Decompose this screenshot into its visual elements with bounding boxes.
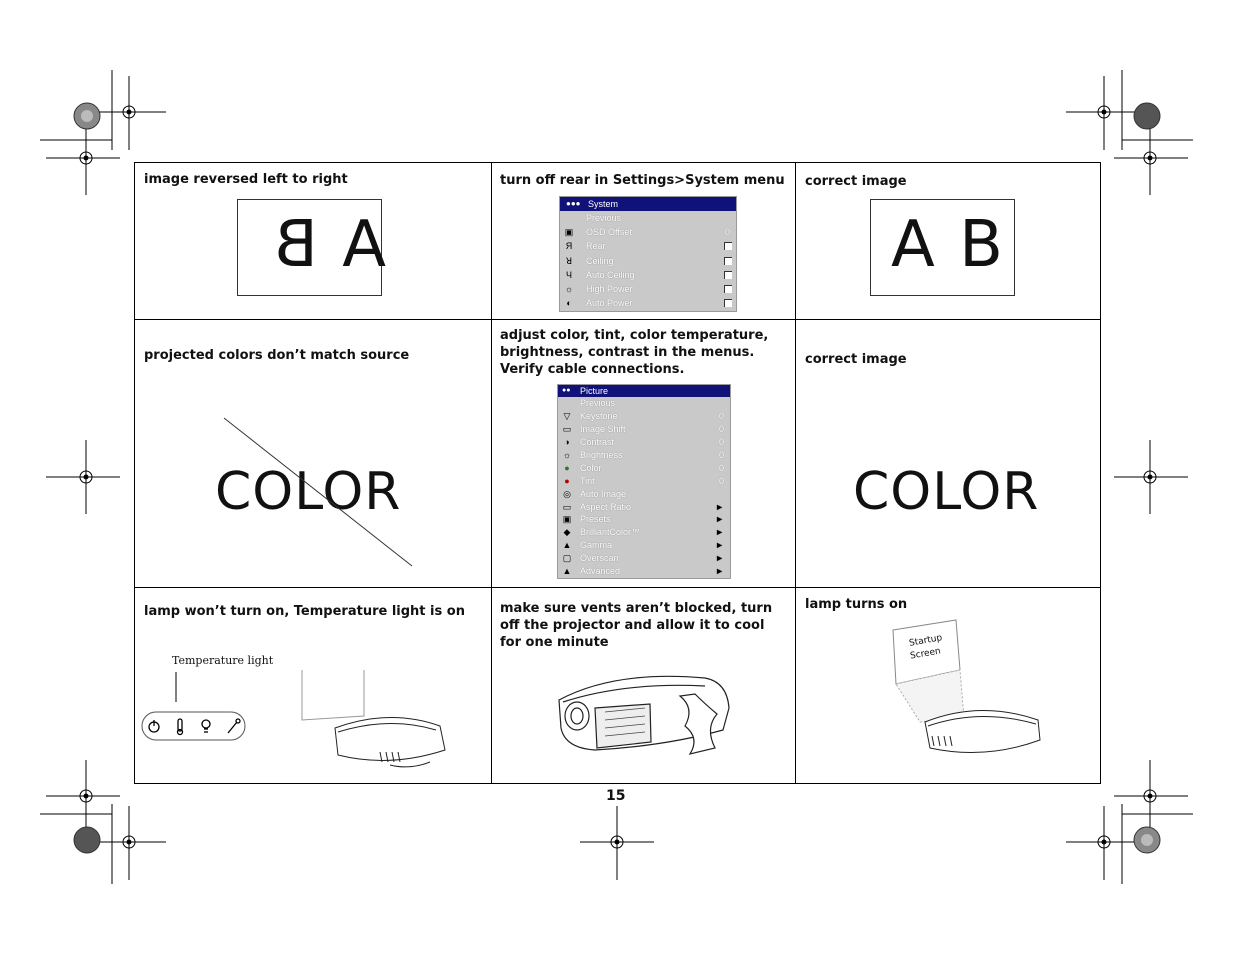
picture-menu-item bbox=[558, 488, 730, 501]
picture-menu-item-label: Presets bbox=[580, 514, 611, 525]
auto-ceiling-icon: Ч bbox=[566, 269, 572, 280]
picture-menu-item bbox=[558, 513, 730, 526]
high-power-icon: ☼ bbox=[564, 283, 574, 294]
checkbox bbox=[724, 285, 732, 293]
temperature-light-label: Temperature light bbox=[172, 654, 274, 667]
picture-menu-item-value: 0 bbox=[718, 475, 724, 486]
solution-text: adjust color, tint, color temperature, brightness, contrast in the menus. Verify cable connections. bbox=[500, 328, 769, 377]
picture-menu-item-value: 0 bbox=[718, 423, 724, 434]
reversed-image-frame bbox=[237, 199, 387, 296]
picture-menu-item bbox=[558, 436, 730, 449]
advanced-icon: ▲ bbox=[562, 566, 572, 577]
osd-offset-icon: ▣ bbox=[564, 227, 574, 238]
rear-icon: Я bbox=[565, 241, 573, 252]
picture-menu-item-label: Gamma bbox=[580, 540, 613, 551]
picture-menu-item bbox=[558, 539, 730, 552]
result-text: lamp turns on bbox=[805, 597, 908, 612]
contrast-icon: ◑ bbox=[564, 436, 570, 447]
picture-menu-item bbox=[558, 410, 730, 423]
system-menu-item bbox=[560, 282, 736, 296]
picture-menu-item-label: Contrast bbox=[580, 436, 615, 447]
picture-menu-item-label: Brightness bbox=[580, 449, 623, 460]
reversed-letters: A B bbox=[272, 208, 387, 282]
picture-menu-item bbox=[558, 462, 730, 475]
picture-menu-item-label: Advanced bbox=[580, 566, 621, 577]
image-shift-icon: ▭ bbox=[562, 423, 572, 434]
correct-image-frame bbox=[870, 199, 1015, 296]
auto-image-icon: ◎ bbox=[563, 488, 571, 499]
picture-menu-item bbox=[558, 423, 730, 436]
picture-menu-item-value: ► bbox=[715, 527, 724, 538]
picture-menu bbox=[557, 384, 731, 579]
system-menu-item-label: Ceiling bbox=[586, 255, 614, 266]
picture-menu-item-value: 0 bbox=[718, 410, 724, 421]
startup-screen-text-1: Startup bbox=[908, 633, 944, 649]
system-menu-item-value: 0 bbox=[724, 227, 730, 238]
picture-menu-item-label: Tint bbox=[580, 475, 595, 486]
color-icon: ● bbox=[564, 462, 570, 473]
picture-menu-item bbox=[558, 397, 730, 410]
system-menu-item bbox=[560, 268, 736, 282]
checkbox bbox=[724, 271, 732, 279]
system-menu-item-label: Previous bbox=[586, 213, 622, 223]
column-divider bbox=[491, 163, 492, 783]
problem-text: lamp won’t turn on, Temperature light is on bbox=[144, 604, 465, 619]
projector-cooling-illustration bbox=[555, 668, 735, 760]
picture-menu-item-value: 0 bbox=[718, 449, 724, 460]
picture-menu-title: Picture bbox=[580, 386, 609, 396]
problem-text: projected colors don’t match source bbox=[144, 348, 410, 363]
picture-menu-item-value: 0 bbox=[718, 462, 724, 473]
picture-menu-item-value: ► bbox=[715, 540, 724, 551]
blank-icon bbox=[562, 398, 572, 408]
system-menu-item-label: High Power bbox=[586, 283, 633, 294]
system-menu-title-bar bbox=[560, 197, 736, 211]
picture-menu-item-label: Image Shift bbox=[580, 423, 626, 434]
picture-menu-item-value: ► bbox=[715, 514, 724, 525]
picture-menu-item-label: BrilliantColor™ bbox=[580, 527, 641, 538]
checkbox bbox=[724, 299, 732, 307]
color-word-correct: COLOR bbox=[853, 462, 1040, 522]
strike-line bbox=[220, 414, 420, 574]
picture-menu-item bbox=[558, 565, 730, 578]
picture-menu-item-value: ► bbox=[715, 501, 724, 512]
gamma-icon: ▲ bbox=[562, 540, 572, 551]
picture-menu-item-label: Previous bbox=[580, 398, 616, 408]
page-number: 15 bbox=[606, 788, 626, 804]
tint-icon: ● bbox=[564, 475, 570, 486]
problem-text: image reversed left to right bbox=[144, 172, 348, 187]
picture-menu-item bbox=[558, 449, 730, 462]
startup-screen-text-2: Screen bbox=[909, 646, 942, 662]
keystone-icon: ▽ bbox=[563, 410, 571, 421]
picture-menu-item-label: Color bbox=[580, 462, 602, 473]
system-menu-item bbox=[560, 296, 736, 310]
overscan-icon: ▢ bbox=[562, 553, 572, 564]
system-menu-title: System bbox=[588, 199, 619, 209]
picture-menu-item bbox=[558, 526, 730, 539]
checkbox bbox=[724, 242, 732, 250]
system-menu-item bbox=[560, 211, 736, 225]
system-menu-item bbox=[560, 239, 736, 253]
blank-icon bbox=[564, 213, 574, 223]
brightness-icon: ☼ bbox=[562, 449, 572, 460]
ceiling-icon: ꓤ bbox=[565, 255, 573, 266]
correct-letters: A B bbox=[891, 208, 1006, 282]
picture-menu-item bbox=[558, 475, 730, 488]
picture-menu-item-value: 0 bbox=[718, 436, 724, 447]
picture-menu-item-label: Keystone bbox=[580, 410, 618, 421]
system-menu-item bbox=[560, 254, 736, 268]
menu-dots-icon: ●● bbox=[562, 387, 571, 394]
system-menu-item-label: Rear bbox=[586, 241, 606, 252]
picture-menu-item-value: ► bbox=[715, 553, 724, 564]
system-menu bbox=[559, 196, 737, 312]
solution-text: make sure vents aren’t blocked, turn off the projector and allow it to cool for one minute bbox=[500, 601, 773, 650]
picture-menu-title-bar bbox=[558, 385, 730, 397]
aspect-ratio-icon: ▭ bbox=[562, 501, 572, 512]
system-menu-item-label: OSD Offset bbox=[586, 227, 632, 238]
brilliantcolor-icon: ◆ bbox=[563, 527, 571, 538]
presets-icon: ▣ bbox=[562, 514, 572, 525]
row-divider bbox=[135, 319, 1100, 320]
auto-power-icon: ◐ bbox=[566, 298, 572, 309]
picture-menu-item-label: Auto Image bbox=[580, 488, 627, 499]
system-menu-item bbox=[560, 225, 736, 239]
system-menu-item-label: Auto Ceiling bbox=[586, 269, 635, 280]
checkbox bbox=[724, 257, 732, 265]
result-text: correct image bbox=[805, 174, 907, 189]
picture-menu-item bbox=[558, 552, 730, 565]
column-divider bbox=[795, 163, 796, 783]
row-divider bbox=[135, 587, 1100, 588]
picture-menu-item bbox=[558, 501, 730, 514]
picture-menu-item-label: Aspect Ratio bbox=[580, 501, 632, 512]
picture-menu-item-label: Overscan bbox=[580, 553, 619, 564]
color-word-wrong: COLOR bbox=[215, 462, 402, 522]
result-text: correct image bbox=[805, 352, 907, 367]
picture-menu-item-value: ► bbox=[715, 566, 724, 577]
lamp-problem-illustration bbox=[140, 670, 460, 775]
system-menu-item-label: Auto Power bbox=[586, 298, 633, 309]
menu-dots-icon: ●●● bbox=[566, 199, 581, 208]
solution-text: turn off rear in Settings>System menu bbox=[500, 173, 785, 188]
